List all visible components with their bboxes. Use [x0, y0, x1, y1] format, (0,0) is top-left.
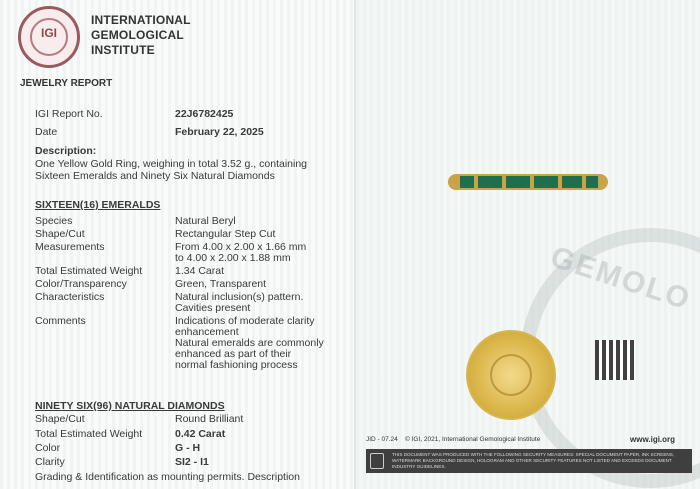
emerald-shape-label: Shape/Cut [35, 228, 85, 240]
diamond-weight-value: 0.42 Carat [175, 428, 226, 440]
species-label: Species [35, 215, 73, 227]
lock-icon [370, 453, 384, 469]
description-line-2: Sixteen Emeralds and Ninety Six Natural Diamonds [35, 170, 275, 182]
measurements-label: Measurements [35, 241, 105, 253]
diamond-weight-label: Total Estimated Weight [35, 428, 143, 440]
hologram-inner-ring [490, 354, 532, 396]
comments-line-2: enhancement [175, 326, 239, 338]
diamond-color-label: Color [35, 442, 61, 454]
characteristics-line-1: Natural inclusion(s) pattern. [175, 291, 304, 303]
date-value: February 22, 2025 [175, 126, 264, 138]
diamond-shape-value: Round Brilliant [175, 413, 244, 425]
color-transparency-value: Green, Transparent [175, 278, 267, 290]
comments-label: Comments [35, 315, 86, 327]
website-link[interactable]: www.igi.org [630, 435, 676, 444]
diamonds-heading: NINETY SIX(96) NATURAL DIAMONDS [35, 400, 225, 412]
security-text: THIS DOCUMENT WAS PRODUCED WITH THE FOLLOWING SECURITY MEASURES: SPECIAL DOCUMENT PAPER, INK SCREENS, WATERMARK BACKGROUND DESIGN, HOLOGRAM AND OTHER SECURITY FEATURES NOT LISTED AND EXCEEDS DOCUMENT INDUSTRY GUIDELINES. [392, 452, 675, 469]
qr-code-icon[interactable] [595, 340, 635, 380]
footer-copyright: JID - 07.24 © IGI, 2021, International Gemological Institute [366, 436, 541, 443]
emerald-weight-value: 1.34 Carat [175, 265, 225, 277]
watermark-seal-text: GEMOLO [546, 240, 696, 317]
report-number-value: 22J6782425 [175, 108, 234, 120]
igi-logo-icon [18, 6, 80, 68]
comments-line-4: enhanced as part of their [175, 348, 292, 360]
clarity-value: SI2 - I1 [175, 456, 209, 468]
emerald-shape-value: Rectangular Step Cut [175, 228, 276, 240]
ring-photo [448, 174, 608, 190]
measurements-line-2: to 4.00 x 2.00 x 1.88 mm [175, 252, 291, 264]
emeralds-heading: SIXTEEN(16) EMERALDS [35, 199, 161, 211]
comments-line-5: normal fashioning process [175, 359, 298, 371]
species-value: Natural Beryl [175, 215, 236, 227]
description-label: Description: [35, 145, 97, 157]
color-transparency-label: Color/Transparency [35, 278, 127, 290]
measurements-line-1: From 4.00 x 2.00 x 1.66 mm [175, 241, 307, 253]
comments-line-1: Indications of moderate clarity [175, 315, 315, 327]
clarity-label: Clarity [35, 456, 65, 468]
comments-line-3: Natural emeralds are commonly [175, 337, 324, 349]
emerald-weight-label: Total Estimated Weight [35, 265, 143, 277]
description-line-1: One Yellow Gold Ring, weighing in total 3.52 g., containing [35, 158, 308, 170]
report-number-label: IGI Report No. [35, 108, 103, 120]
logo-monogram: IGI [40, 26, 57, 40]
report-title: JEWELRY REPORT [20, 78, 113, 89]
institute-name: INTERNATIONAL GEMOLOGICAL INSTITUTE [91, 13, 191, 57]
diamond-shape-label: Shape/Cut [35, 413, 85, 425]
date-label: Date [35, 126, 58, 138]
diamond-color-value: G - H [175, 442, 201, 454]
characteristics-label: Characteristics [35, 291, 105, 303]
characteristics-line-2: Cavities present [175, 302, 251, 314]
cutoff-text: Grading & Identification as mounting permits. Description [35, 471, 300, 483]
